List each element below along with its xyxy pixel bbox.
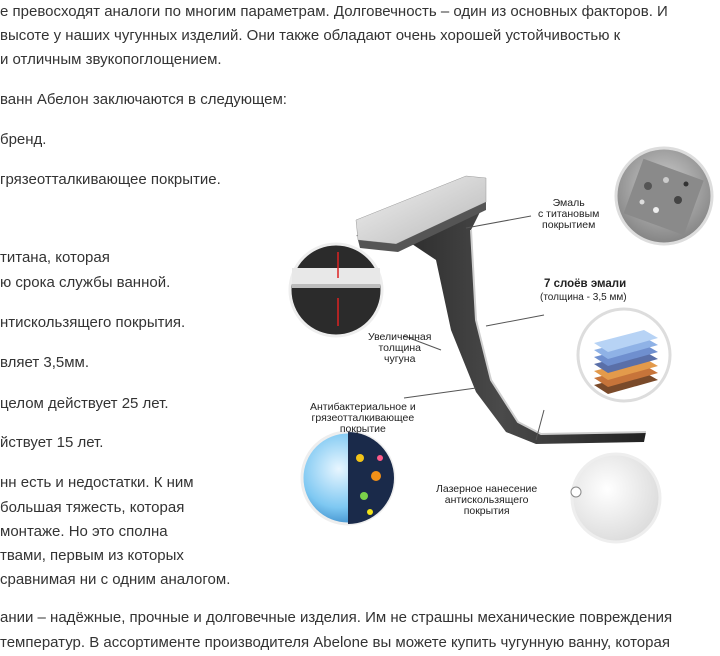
enamel-label: Эмаль с титановым покрытием [538,197,600,231]
paragraph-line: ании – надёжные, прочные и долговечные изделия. Им не страшны механические повреждения [0,609,673,626]
laser-label: Лазерное нанесение антискользящего покрытия [436,483,538,517]
list-item: титана, которая [0,249,110,266]
thickness-closeup [290,244,382,336]
list-item: вляет 3,5мм. [0,354,90,371]
paragraph-line: нн есть и недостатки. К ним [0,474,194,491]
paragraph-line: монтаже. Но это сполна [0,523,168,540]
antibacterial-label: Антибактериальное и грязеотталкивающее покрытие [310,401,416,435]
antibacterial-closeup [302,432,394,524]
paragraph-line: е превосходят аналоги по многим параметрам. Долговечность – один из основных факторов. И [0,3,668,20]
paragraph-line: твами, первым из которых [0,547,184,564]
list-item: бренд. [0,131,47,148]
layers-title: 7 слоёв эмали [544,278,627,290]
list-item: ю срока службы ванной. [0,274,171,291]
paragraph-line: высоте у наших чугунных изделий. Они также обладают очень хорошей устойчивостью к [0,27,621,44]
list-item: целом действует 25 лет. [0,395,169,412]
thickness-label: Увеличенная толщина чугуна [368,331,432,365]
list-item: грязеотталкивающее покрытие. [0,171,221,188]
list-item: йствует 15 лет. [0,434,104,451]
paragraph-line: сравнимая ни с одним аналогом. [0,571,231,588]
enamel-titanium-closeup [616,148,712,244]
paragraph-line: ванн Абелон заключаются в следующем: [0,91,287,108]
list-item: нтискользящего покрытия. [0,314,186,331]
anti-slip-closeup [571,454,660,542]
paragraph-line: температур. В ассортименте производителя Abelone вы можете купить чугунную ванну, которая [0,634,670,651]
bathtub-wall-diagram [286,140,720,560]
enamel-layers-closeup [578,309,670,401]
paragraph-line: и отличным звукопоглощением. [0,51,222,68]
layers-subtitle: (толщина - 3,5 мм) [540,292,627,303]
paragraph-line: большая тяжесть, которая [0,499,185,516]
